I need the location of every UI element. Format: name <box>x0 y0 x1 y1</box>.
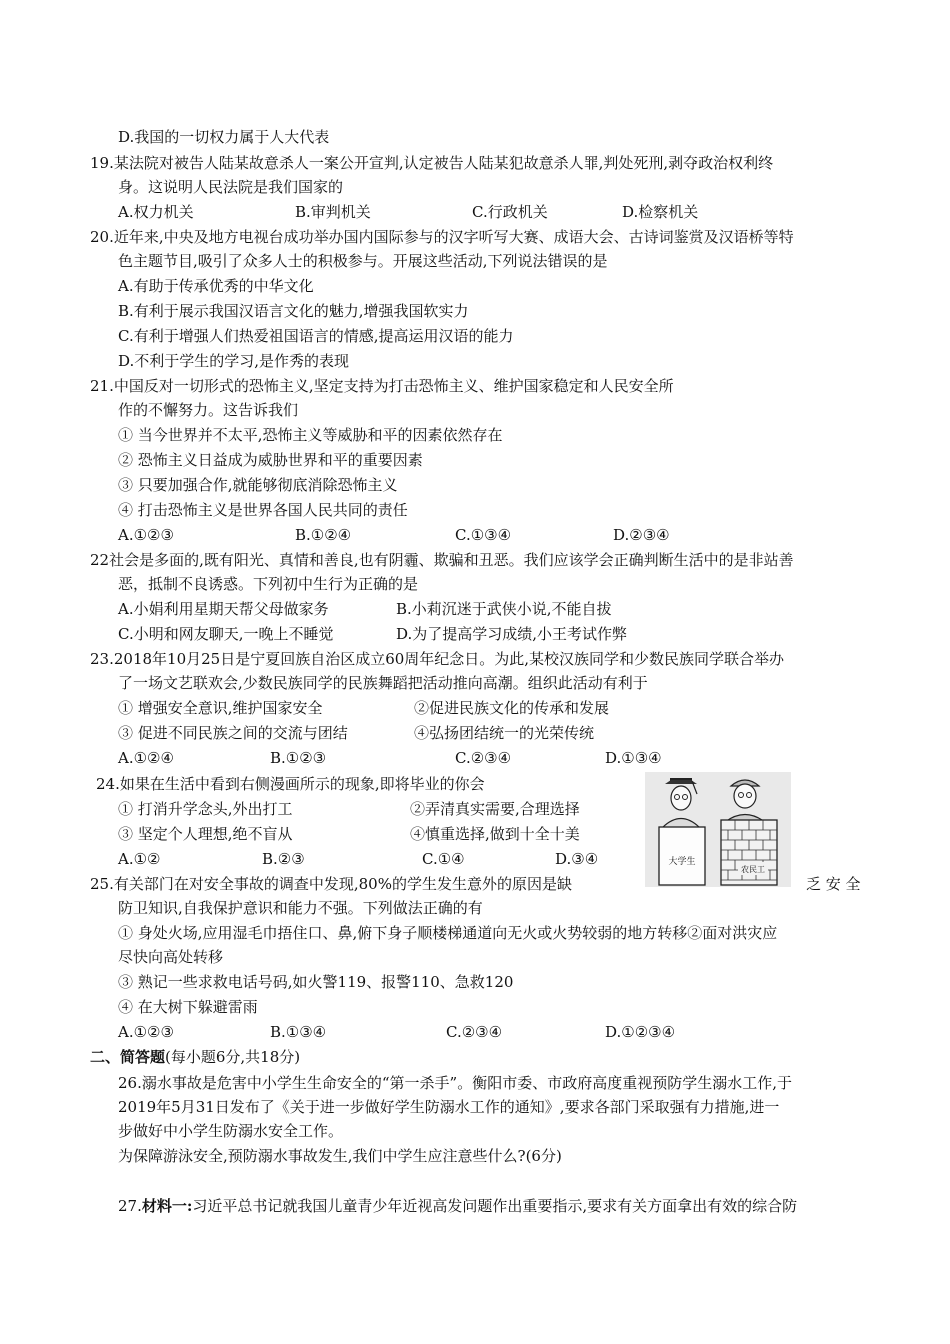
q25-option-c: C.②③④ <box>446 1023 503 1041</box>
q24-statement-2: ②弄清真实需要,合理选择 <box>410 800 580 818</box>
q26-stem-line2: 2019年5月31日发布了《关于进一步做好学生防溺水工作的通知》,要求各部门采取强有力措施,进一 <box>118 1098 780 1116</box>
q26-question: 为保障游泳安全,预防溺水事故发生,我们中学生应注意些什么?(6分) <box>118 1147 562 1165</box>
q22-stem-line2: 恶，抵制不良诱惑。下列初中生行为正确的是 <box>118 575 419 593</box>
q19-option-b: B.审判机关 <box>295 203 371 221</box>
cartoon-illustration <box>645 772 791 887</box>
q21-stem-line2: 作的不懈努力。这告诉我们 <box>118 401 299 419</box>
q20-option-b: B.有利于展示我国汉语言文化的魅力,增强我国软实力 <box>118 302 469 320</box>
q25-stem-line1: 25.有关部门在对安全事故的调查中发现,80%的学生发生意外的原因是缺 <box>90 875 572 893</box>
q27-material-text: 习近平总书记就我国儿童青少年近视高发问题作出重要指示,要求有关方面拿出有效的综合防 <box>192 1197 798 1215</box>
q25-stem-line1-tail: 乏 安 全 <box>806 875 861 893</box>
section-2-note: (每小题6分,共18分) <box>165 1048 301 1066</box>
q25-statement-4: ④ 在大树下躲避雷雨 <box>118 998 258 1016</box>
q19-option-c: C.行政机关 <box>472 203 548 221</box>
q19-option-a: A.权力机关 <box>118 203 194 221</box>
q25-statement-1-cont: 尽快向高处转移 <box>118 948 224 966</box>
q24-option-c: C.①④ <box>422 850 465 868</box>
q23-statement-4: ④弘扬团结统一的光荣传统 <box>414 724 595 742</box>
q20-stem-line2: 色主题节目,吸引了众多人士的积极参与。开展这些活动,下列说法错误的是 <box>118 252 608 270</box>
q21-option-b: B.①②④ <box>295 526 352 544</box>
q24-statement-1: ① 打消升学念头,外出打工 <box>118 800 293 818</box>
q26-stem-line1: 26.溺水事故是危害中小学生生命安全的“第一杀手”。衡阳市委、市政府高度重视预防学生溺水工作,于 <box>118 1074 792 1092</box>
q27-material-label: 材料一: <box>141 1197 193 1215</box>
q25-stem-line2: 防卫知识,自我保护意识和能力不强。下列做法正确的有 <box>118 899 483 917</box>
q25-statement-1: ① 身处火场,应用湿毛巾捂住口、鼻,俯下身子顺楼梯通道向无火或火势较弱的地方转移②面对洪灾应 <box>118 924 778 942</box>
q25-option-a: A.①②③ <box>118 1023 174 1041</box>
q20-stem-line1: 20.近年来,中央及地方电视台成功举办国内国际参与的汉字听写大赛、成语大会、古诗词鉴赏及汉语桥等特 <box>90 228 794 246</box>
q23-option-d: D.①③④ <box>605 749 662 767</box>
q25-option-b: B.①③④ <box>270 1023 327 1041</box>
q22-option-d: D.为了提高学习成绩,小王考试作弊 <box>396 625 628 643</box>
q21-option-d: D.②③④ <box>613 526 670 544</box>
q23-option-c: C.②③④ <box>455 749 512 767</box>
cartoon-label-student: 大学生 <box>668 857 696 867</box>
q22-option-b: B.小莉沉迷于武侠小说,不能自拔 <box>396 600 612 618</box>
q24-statement-3: ③ 坚定个人理想,绝不盲从 <box>118 825 293 843</box>
q23-option-a: A.①②④ <box>118 749 174 767</box>
q24-stem: 24.如果在生活中看到右侧漫画所示的现象,即将毕业的你会 <box>96 775 485 793</box>
q24-option-b: B.②③ <box>262 850 305 868</box>
q20-option-a: A.有助于传承优秀的中华文化 <box>118 277 314 295</box>
q19-stem-line2: 身。这说明人民法院是我们国家的 <box>118 178 344 196</box>
q21-statement-1: ① 当今世界并不太平,恐怖主义等威胁和平的因素依然存在 <box>118 426 503 444</box>
q20-option-d: D.不利于学生的学习,是作秀的表现 <box>118 352 350 370</box>
q24-option-a: A.①② <box>118 850 161 868</box>
q23-option-b: B.①②③ <box>270 749 327 767</box>
q22-option-c: C.小明和网友聊天,一晚上不睡觉 <box>118 625 334 643</box>
q22-stem-line1: 22社会是多面的,既有阳光、真情和善良,也有阴霾、欺骗和丑恶。我们应该学会正确判断生活中的是非站善 <box>90 551 794 569</box>
q22-option-a: A.小娟利用星期天帮父母做家务 <box>118 600 329 618</box>
q25-option-d: D.①②③④ <box>605 1023 676 1041</box>
q20-option-c: C.有利于增强人们热爱祖国语言的情感,提高运用汉语的能力 <box>118 327 514 345</box>
q19-option-d: D.检察机关 <box>622 203 699 221</box>
q21-statement-3: ③ 只要加强合作,就能够彻底消除恐怖主义 <box>118 476 398 494</box>
q23-stem-line2: 了一场文艺联欢会,少数民族同学的民族舞蹈把活动推向高潮。组织此活动有利于 <box>118 674 648 692</box>
q19-stem-line1: 19.某法院对被告人陆某故意杀人一案公开宣判,认定被告人陆某犯故意杀人罪,判处死刑,剥夺政治权利终 <box>90 154 774 172</box>
q27-line1 <box>118 1196 797 1216</box>
q21-stem-line1: 21.中国反对一切形式的恐怖主义,坚定支持为打击恐怖主义、维护国家稳定和人民安全所 <box>90 377 674 395</box>
section-2-heading <box>90 1047 300 1067</box>
q23-statement-2: ②促进民族文化的传承和发展 <box>414 699 610 717</box>
cartoon-label-worker: 农民工 <box>741 865 765 874</box>
q21-statement-4: ④ 打击恐怖主义是世界各国人民共同的责任 <box>118 501 408 519</box>
q18-option-d: D.我国的一切权力属于人大代表 <box>118 128 330 146</box>
q26-stem-line3: 步做好中小学生防溺水安全工作。 <box>118 1122 344 1140</box>
q21-statement-2: ② 恐怖主义日益成为威胁世界和平的重要因素 <box>118 451 423 469</box>
q25-statement-3: ③ 熟记一些求救电话号码,如火警119、报警110、急救120 <box>118 973 514 991</box>
q23-statement-3: ③ 促进不同民族之间的交流与团结 <box>118 724 348 742</box>
section-2-title: 二、简答题 <box>90 1048 166 1066</box>
q23-stem-line1: 23.2018年10月25日是宁夏回族自治区成立60周年纪念日。为此,某校汉族同学和少数民族同学联合举办 <box>90 650 785 668</box>
q27-number: 27. <box>118 1197 142 1215</box>
q21-option-c: C.①③④ <box>455 526 512 544</box>
q23-statement-1: ① 增强安全意识,维护国家安全 <box>118 699 323 717</box>
q24-option-d: D.③④ <box>555 850 599 868</box>
q21-option-a: A.①②③ <box>118 526 174 544</box>
q24-statement-4: ④慎重选择,做到十全十美 <box>410 825 580 843</box>
